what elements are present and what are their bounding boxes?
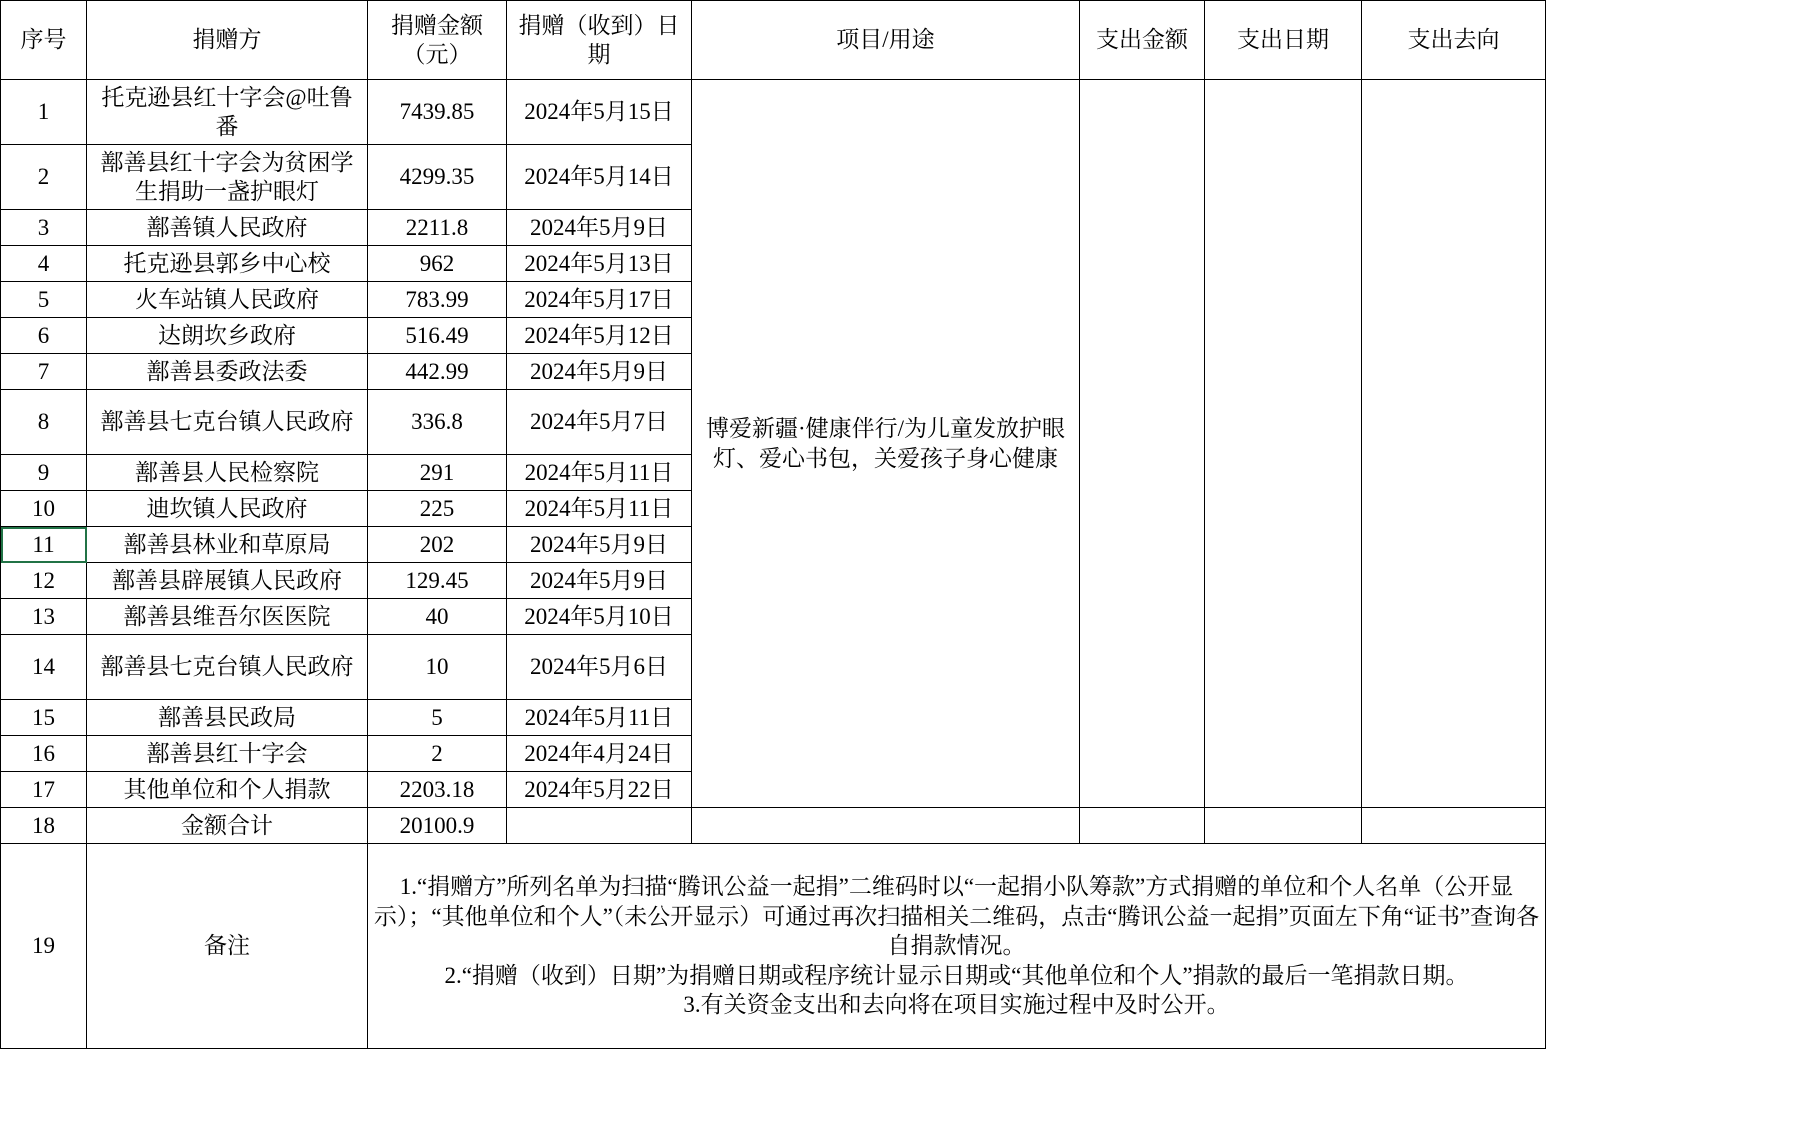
cell-total-expense-target[interactable] [1362,808,1546,844]
cell-donor[interactable]: 鄯善县红十字会为贫困学生捐助一盏护眼灯 [87,145,368,210]
cell-index[interactable]: 13 [1,599,87,635]
cell-date[interactable]: 2024年5月7日 [507,390,692,455]
cell-date[interactable]: 2024年5月9日 [507,354,692,390]
header-index: 序号 [1,1,87,80]
cell-donor[interactable]: 鄯善县七克台镇人民政府 [87,390,368,455]
cell-date[interactable]: 2024年5月11日 [507,700,692,736]
table-row[interactable] [1,80,1546,145]
cell-notes-content[interactable] [368,844,1546,1049]
cell-date[interactable]: 2024年5月9日 [507,527,692,563]
table-notes-row[interactable] [1,844,1546,1049]
note-line-2: 2.“捐赠（收到）日期”为捐赠日期或程序统计显示日期或“其他单位和个人”捐款的最后一笔捐款日期。 [444,962,1469,988]
cell-expense-target[interactable] [1362,80,1546,808]
cell-amount[interactable]: 10 [368,635,507,700]
cell-index[interactable]: 16 [1,736,87,772]
cell-date[interactable]: 2024年5月12日 [507,318,692,354]
table-body [1,80,1546,1049]
cell-donor[interactable]: 达朗坎乡政府 [87,318,368,354]
cell-donor[interactable]: 其他单位和个人捐款 [87,772,368,808]
cell-donor[interactable]: 鄯善县维吾尔医医院 [87,599,368,635]
cell-total-date[interactable] [507,808,692,844]
table-header-row [1,1,1546,80]
cell-donor[interactable]: 鄯善县人民检察院 [87,455,368,491]
cell-index[interactable]: 6 [1,318,87,354]
cell-index[interactable]: 7 [1,354,87,390]
cell-amount[interactable]: 336.8 [368,390,507,455]
cell-amount[interactable]: 40 [368,599,507,635]
header-donor: 捐赠方 [87,1,368,80]
cell-project-purpose[interactable]: 博爱新疆·健康伴行/为儿童发放护眼灯、爱心书包，关爱孩子身心健康 [692,80,1080,808]
cell-index[interactable]: 12 [1,563,87,599]
cell-date[interactable]: 2024年4月24日 [507,736,692,772]
cell-index[interactable]: 15 [1,700,87,736]
cell-donor[interactable]: 鄯善县七克台镇人民政府 [87,635,368,700]
cell-index[interactable]: 2 [1,145,87,210]
cell-date[interactable]: 2024年5月6日 [507,635,692,700]
cell-amount[interactable]: 202 [368,527,507,563]
cell-amount[interactable]: 2211.8 [368,210,507,246]
cell-index[interactable]: 11 [1,527,87,563]
cell-amount[interactable]: 7439.85 [368,80,507,145]
cell-date[interactable]: 2024年5月11日 [507,491,692,527]
cell-date[interactable]: 2024年5月15日 [507,80,692,145]
cell-date[interactable]: 2024年5月9日 [507,210,692,246]
cell-expense-date[interactable] [1205,80,1362,808]
header-donate-date: 捐赠（收到）日期 [507,1,692,80]
note-line-3: 3.有关资金支出和去向将在项目实施过程中及时公开。 [683,992,1230,1018]
header-expense-target: 支出去向 [1362,1,1546,80]
cell-total-expense-amount[interactable] [1080,808,1205,844]
cell-total-amount[interactable]: 20100.9 [368,808,507,844]
cell-index[interactable]: 1 [1,80,87,145]
cell-donor[interactable]: 鄯善县林业和草原局 [87,527,368,563]
note-line-1: 1.“捐赠方”所列名单为扫描“腾讯公益一起捐”二维码时以“一起捐小队筹款”方式捐赠的单位和个人名单（公开显示）；“其他单位和个人”（未公开显示）可通过再次扫描相关二维码，点击“腾讯公益一起捐”页面左下角“证书”查询各自捐款情况。 [373,874,1540,959]
cell-date[interactable]: 2024年5月11日 [507,455,692,491]
cell-date[interactable]: 2024年5月17日 [507,282,692,318]
cell-total-label[interactable]: 金额合计 [87,808,368,844]
cell-date[interactable]: 2024年5月22日 [507,772,692,808]
cell-donor[interactable]: 迪坎镇人民政府 [87,491,368,527]
cell-amount[interactable]: 291 [368,455,507,491]
cell-notes-index[interactable]: 19 [1,844,87,1049]
cell-notes-label[interactable]: 备注 [87,844,368,1049]
cell-amount[interactable]: 2 [368,736,507,772]
cell-amount[interactable]: 442.99 [368,354,507,390]
cell-amount[interactable]: 516.49 [368,318,507,354]
cell-donor[interactable]: 鄯善县委政法委 [87,354,368,390]
cell-total-project[interactable] [692,808,1080,844]
cell-donor[interactable]: 鄯善镇人民政府 [87,210,368,246]
cell-date[interactable]: 2024年5月10日 [507,599,692,635]
cell-date[interactable]: 2024年5月14日 [507,145,692,210]
cell-index[interactable]: 14 [1,635,87,700]
header-project: 项目/用途 [692,1,1080,80]
cell-amount[interactable]: 129.45 [368,563,507,599]
cell-index[interactable]: 18 [1,808,87,844]
cell-index[interactable]: 5 [1,282,87,318]
cell-donor[interactable]: 托克逊县红十字会@吐鲁番 [87,80,368,145]
cell-donor[interactable]: 鄯善县红十字会 [87,736,368,772]
cell-amount[interactable]: 2203.18 [368,772,507,808]
header-expense-amount: 支出金额 [1080,1,1205,80]
cell-index[interactable]: 4 [1,246,87,282]
cell-amount[interactable]: 225 [368,491,507,527]
cell-index[interactable]: 17 [1,772,87,808]
cell-total-expense-date[interactable] [1205,808,1362,844]
header-expense-date: 支出日期 [1205,1,1362,80]
cell-expense-amount[interactable] [1080,80,1205,808]
cell-index[interactable]: 3 [1,210,87,246]
cell-amount[interactable]: 5 [368,700,507,736]
cell-index[interactable]: 8 [1,390,87,455]
cell-amount[interactable]: 4299.35 [368,145,507,210]
cell-index[interactable]: 9 [1,455,87,491]
cell-date[interactable]: 2024年5月13日 [507,246,692,282]
cell-donor[interactable]: 鄯善县辟展镇人民政府 [87,563,368,599]
header-amount: 捐赠金额（元） [368,1,507,80]
cell-donor[interactable]: 托克逊县郭乡中心校 [87,246,368,282]
cell-donor[interactable]: 火车站镇人民政府 [87,282,368,318]
cell-index[interactable]: 10 [1,491,87,527]
table-total-row[interactable] [1,808,1546,844]
cell-amount[interactable]: 783.99 [368,282,507,318]
cell-amount[interactable]: 962 [368,246,507,282]
cell-date[interactable]: 2024年5月9日 [507,563,692,599]
cell-donor[interactable]: 鄯善县民政局 [87,700,368,736]
